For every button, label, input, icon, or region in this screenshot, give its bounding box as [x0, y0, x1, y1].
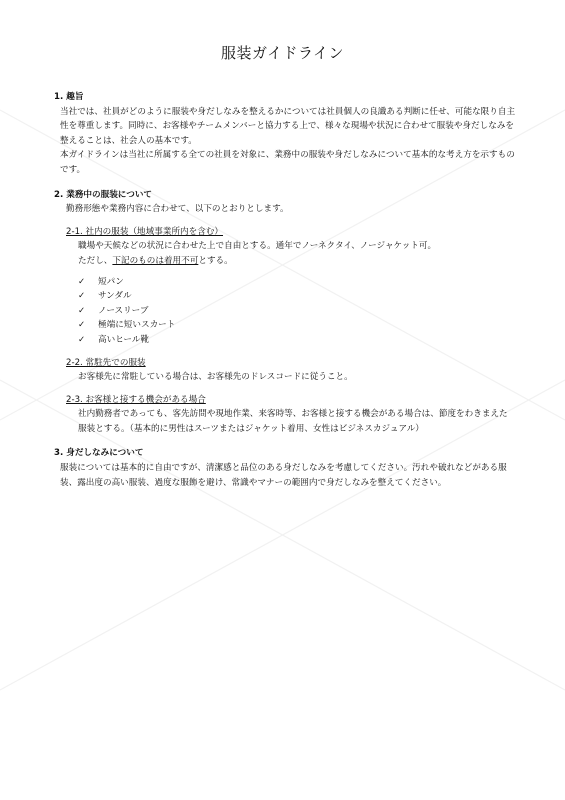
- prohibited-items-list: [66, 275, 516, 348]
- list-item: ✓ 短パン: [78, 275, 516, 290]
- line-2-suffix: とする。: [198, 255, 233, 266]
- check-icon: ✓: [78, 320, 86, 331]
- section-3-heading: 3. 身だしなみについて: [54, 448, 144, 459]
- list-item: ✓ 極端に短いスカート: [78, 318, 516, 333]
- not-allowed-phrase: 下記のものは着用不可: [112, 255, 199, 266]
- subsection-2-2: [54, 356, 516, 385]
- subsection-2-2-heading: 2-2. 常駐先での服装: [66, 357, 146, 368]
- list-item: ✓ サンダル: [78, 289, 516, 304]
- subsection-2-3-heading: 2-3. お客様と接する機会がある場合: [66, 394, 206, 405]
- list-item: ✓ ノースリーブ: [78, 304, 516, 319]
- document-body: [54, 90, 516, 490]
- section-1-heading: 1. 趣旨: [54, 92, 84, 102]
- subsection-2-3-text: 社内勤務者であっても、客先訪問や現地作業、来客時等、お客様と接する機会がある場合は、節度をわきまえた服装とする。（基本的に男性はスーツまたはジャケット着用、女性はビジネスカジュアル）: [78, 409, 508, 434]
- check-icon: ✓: [78, 276, 86, 287]
- list-item: ✓ 高いヒール靴: [78, 333, 516, 348]
- check-icon: ✓: [78, 305, 86, 316]
- subsection-2-1-line-2: [66, 254, 516, 269]
- subsection-2-1-line-1: 職場や天候などの状況に合わせた上で自由とする。通年でノーネクタイ、ノージャケット可。: [78, 241, 437, 252]
- subsection-2-2-text: お客様先に常駐している場合は、お客様先のドレスコードに従うこと。: [78, 372, 353, 383]
- subsection-2-3: [54, 393, 516, 437]
- section-1-paragraph-1: 当社では、社員がどのように服装や身だしなみを整えるかについては社員個人の良識ある判断に任せ、可能な限り自主性を尊重します。同時に、お客様やチームメンバーと協力する上で、様々な現場や状況に合わせて服装や身だしなみを整えることは、社会人の基本です。: [60, 106, 516, 146]
- section-2-heading: 2. 業務中の服装について: [54, 189, 153, 200]
- subsection-2-1: [54, 225, 516, 348]
- section-2-intro: 勤務形態や業務内容に合わせて、以下のとおりとします。: [66, 204, 289, 215]
- check-icon: ✓: [78, 334, 86, 345]
- subsection-2-1-heading: 2-1. 社内の服装（地域事業所内を含む）: [66, 226, 224, 237]
- page-title: 服装ガイドライン: [220, 44, 345, 62]
- section-3-text: 服装については基本的に自由ですが、清潔感と品位のある身だしなみを考慮してください。汚れや破れなどがある服装、露出度の高い服装、過度な服飾を避け、常識やマナーの範囲内で身だしなみを整えてください。: [60, 463, 507, 488]
- line-2-prefix: ただし、: [78, 255, 113, 266]
- check-icon: ✓: [78, 291, 86, 302]
- section-1-paragraph-2: 本ガイドラインは当社に所属する全ての社員を対象に、業務中の服装や身だしなみについて基本的な考え方を示すものです。: [60, 150, 515, 175]
